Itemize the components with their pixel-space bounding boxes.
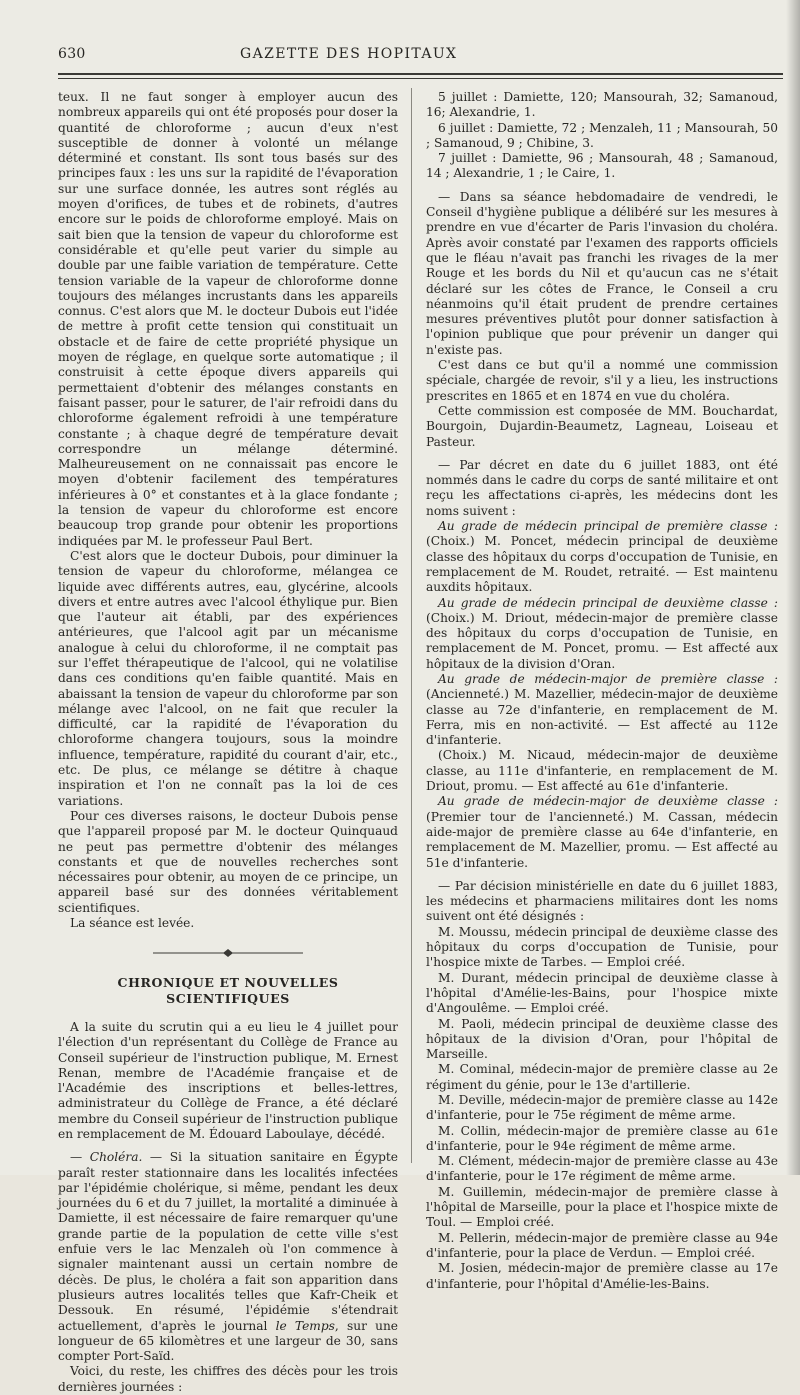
paragraph: — Par décision ministérielle en date du 6 juillet 1883, les médecins et pharmaciens militaires dont les noms suivent ont été désignés : xyxy=(426,878,778,924)
grade-entry xyxy=(426,794,778,870)
grade-label: Au grade de médecin principal de deuxième classe : xyxy=(438,595,778,610)
grade-label: Au grade de médecin-major de deuxième classe : xyxy=(438,794,778,809)
cholera-text-tail: , sur une longueur de 65 kilomètres et une largeur de 30, sans compter Port-Saïd. xyxy=(58,1318,399,1364)
decision-entry: M. Guillemin, médecin-major de première classe à l'hôpital de Marseille, pour la place et l'hospice mixte de Toul. — Emploi créé. xyxy=(426,1184,778,1230)
grade-entry xyxy=(426,596,778,672)
decision-entry: M. Moussu, médecin principal de deuxième classe des hôpitaux du corps d'occupation de Tunisie, pour l'hospice mixte de Tarbes. — Emploi créé. xyxy=(426,924,778,970)
paragraph-cholera xyxy=(58,1150,398,1364)
column-divider xyxy=(411,88,412,1163)
grade-text: (Choix.) M. Poncet, médecin principal de deuxième classe des hôpitaux du corps d'occupation de Tunisie, en remplacement de M. Roudet, retraité. — Est maintenu auxdits hôpitaux. xyxy=(426,534,778,595)
deaths-line: 7 juillet : Damiette, 96 ; Mansourah, 48 ; Samanoud, 14 ; Alexandrie, 1 ; le Caire, 1. xyxy=(426,151,778,181)
cholera-text: Si la situation sanitaire en Égypte paraît rester stationnaire dans les localités infectées par l'épidémie cholérique, si même, pendant les deux journées du 6 et du 7 juillet, la mortalité a diminuée à Damiette, il est nécessaire de faire remarquer qu'une grande partie de la population de cette ville s'est enfuie vers le lac Menzaleh où l'on commence à signaler maintenant aussi un certain nombre de décès. De plus, le choléra a fait son apparition dans plusieurs autres localités telles que Kafr-Cheik et Dessouk. En résumé, l'épidémie s'étendrait actuellement, d'après le journal xyxy=(58,1150,399,1333)
decision-entry: M. Paoli, médecin principal de deuxième classe des hôpitaux de la division d'Oran, pour l'hôpital de Marseille. xyxy=(426,1016,778,1062)
paragraph: La séance est levée. xyxy=(70,916,195,931)
left-column xyxy=(58,90,398,1395)
decision-entry: M. Pellerin, médecin-major de première classe au 94e d'infanterie, pour la place de Verdun. — Emploi créé. xyxy=(426,1230,778,1260)
deaths-line: 5 juillet : Damiette, 120; Mansourah, 32; Samanoud, 16; Alexandrie, 1. xyxy=(426,90,778,120)
header-rule-bottom xyxy=(58,78,783,79)
paragraph: Voici, du reste, les chiffres des décès pour les trois dernières journées : xyxy=(58,1364,398,1394)
decision-entry: M. Deville, médecin-major de première classe au 142e d'infanterie, pour le 75e régiment de même arme. xyxy=(426,1093,778,1123)
deaths-line: 6 juillet : Damiette, 72 ; Menzaleh, 11 ; Mansourah, 50 ; Samanoud, 9 ; Chibine, 3. xyxy=(426,120,778,150)
decision-entry: M. Cominal, médecin-major de première classe au 2e régiment du génie, pour le 13e d'artillerie. xyxy=(426,1062,778,1092)
section-title: CHRONIQUE ET NOUVELLES SCIENTIFIQUES xyxy=(117,975,339,1006)
journal-name: le Temps xyxy=(275,1318,335,1333)
cholera-lead: — Choléra. — xyxy=(70,1150,163,1165)
grade-label: Au grade de médecin principal de première classe : xyxy=(438,519,778,534)
decision-entry: M. Clément, médecin-major de première classe au 43e d'infanterie, pour le 17e régiment de même arme. xyxy=(426,1154,778,1184)
section-divider-ornament xyxy=(153,949,303,957)
right-column xyxy=(426,90,778,1292)
grade-text: (Choix.) M. Nicaud, médecin-major de deuxième classe, au 111e d'infanterie, en remplacement de M. Driout, promu. — Est affecté au 61e d'infanterie. xyxy=(426,748,778,794)
paragraph: A la suite du scrutin qui a eu lieu le 4 juillet pour l'élection d'un représentant du Collège de France au Conseil supérieur de l'instruction publique, M. Ernest Renan, membre de l'Académie française et de l'Académie des inscriptions et belles-lettres, administrateur du Collège de France, a été déclaré membre du Conseil supérieur de l'instruction publique en remplacement de M. Édouard Laboulaye, décédé. xyxy=(58,1019,398,1141)
grade-text: (Ancienneté.) M. Mazellier, médecin-major de deuxième classe au 72e d'infanterie, en remplacement de M. Ferra, mis en non-activité. — Est affecté au 112e d'infanterie. xyxy=(426,687,778,748)
paragraph: C'est alors que le docteur Dubois, pour diminuer la tension de vapeur du chloroforme, mélangea ce liquide avec différents autres, eau, glycérine, alcools divers et entre autres avec l'alcool éthylique pur. Bien que l'auteur ait établi, par des expériences antérieures, que l'alcool agit par un mécanisme analogue à celui du chloroforme, il ne comptait pas sur l'effet thérapeutique de l'alcool, qui ne volatilise dans ces conditions qu'en faible quantité. Mais en abaissant la tension de vapeur du chloroforme par son mélange avec l'alcool, on ne fait que reculer la difficulté, car la rapidité de l'évaporation du chloroforme changera toujours, sous la moindre influence, température, rapidité du courant d'air, etc., etc. De plus, ce mélange se détitre à chaque inspiration et l'on ne connaît pas la loi de ces variations. xyxy=(58,548,398,808)
page-edge-shadow xyxy=(786,0,800,1175)
paragraph: teux. Il ne faut songer à employer aucun des nombreux appareils qui ont été proposés pour doser la quantité de chloroforme ; aucun d'eux n'est susceptible de donner à volonté un mélange déterminé et constant. Ils sont tous basés sur des principes faux : les uns sur la rapidité de l'évaporation sur une surface donnée, les autres sont réglés au moyen d'orifices, de tubes et de robinets, d'autres encore sur le poids de chloroforme employé. Mais on sait bien que la tension de vapeur du chloroforme est considérable et qu'elle peut varier du simple au double par une faible variation de température. Cette tension variable de la vapeur de chloroforme donne toujours des mélanges incrustants dans les appareils connus. C'est alors que M. le docteur Dubois eut l'idée de mettre à profit cette tension qui constituait un obstacle et de faire de cette propriété physique un moyen de réglage, en quelque sorte automatique ; il construisit à cette époque divers appareils qui permettaient d'obtenir des mélanges constants en faisant passer, pour le saturer, de l'air refroidi dans du chloroforme également refroidi à une température constante ; à chaque degré de température devait correspondre un mélange déterminé. Malheureusement on ne connaissait pas encore le moyen d'obtenir facilement des températures inférieures à 0° et constantes et à la glace fondante ; la tension de vapeur du chloroforme est encore beaucoup trop grande pour obtenir les proportions indiquées par M. le professeur Paul Bert. xyxy=(58,90,398,548)
grade-text: (Premier tour de l'ancienneté.) M. Cassan, médecin aide-major de première classe au 64e d'infanterie, en remplacement de M. Mazellier, promu. — Est affecté au 51e d'infanterie. xyxy=(426,809,778,870)
page-header-title: GAZETTE DES HOPITAUX xyxy=(240,46,458,62)
paragraph: — Dans sa séance hebdomadaire de vendredi, le Conseil d'hygiène publique a délibéré sur les mesures à prendre en vue d'écarter de Paris l'invasion du choléra. Après avoir constaté par l'examen des rapports officiels que le fléau n'avait pas franchi les rivages de la mer Rouge et les bords du Nil et qu'aucun cas ne s'était déclaré sur les côtes de France, le Conseil a cru néanmoins qu'il était prudent de prendre certaines mesures préventives plutôt pour donner satisfaction à l'opinion publique que pour prévenir un danger qui n'existe pas. xyxy=(426,189,778,357)
grade-entry xyxy=(426,748,778,794)
grade-text: (Choix.) M. Driout, médecin-major de première classe des hôpitaux du corps d'occupation de Tunisie, en remplacement de M. Poncet, promu. — Est affecté aux hôpitaux de la division d'Oran. xyxy=(426,610,778,671)
page-number: 630 xyxy=(58,46,86,62)
decision-entry: M. Josien, médecin-major de première classe au 17e d'infanterie, pour l'hôpital d'Amélie-les-Bains. xyxy=(426,1261,778,1291)
paragraph: Cette commission est composée de MM. Bouchardat, Bourgoin, Dujardin-Beaumetz, Lagneau, Loiseau et Pasteur. xyxy=(426,403,778,449)
decision-entry: M. Durant, médecin principal de deuxième classe à l'hôpital d'Amélie-les-Bains, pour l'hospice mixte d'Angoulême. — Emploi créé. xyxy=(426,970,778,1016)
header-rule-top xyxy=(58,73,783,75)
grade-entry xyxy=(426,672,778,748)
grade-entry xyxy=(426,519,778,595)
paragraph: C'est dans ce but qu'il a nommé une commission spéciale, chargée de revoir, s'il y a lieu, les instructions prescrites en 1865 et en 1874 en vue du choléra. xyxy=(426,358,778,403)
paragraph: — Par décret en date du 6 juillet 1883, ont été nommés dans le cadre du corps de santé militaire et ont reçu les affectations ci-après, les médecins dont les noms suivent : xyxy=(426,457,778,518)
grade-label: Au grade de médecin-major de première classe : xyxy=(438,671,778,686)
paragraph: Pour ces diverses raisons, le docteur Dubois pense que l'appareil proposé par M. le docteur Quinquaud ne peut pas permettre d'obtenir des mélanges constants et que de nouvelles recherches sont nécessaires pour obtenir, au moyen de ce principe, un appareil basé sur des données véritablement scientifiques. xyxy=(58,808,398,915)
decision-entry: M. Collin, médecin-major de première classe au 61e d'infanterie, pour le 94e régiment de même arme. xyxy=(426,1123,778,1153)
